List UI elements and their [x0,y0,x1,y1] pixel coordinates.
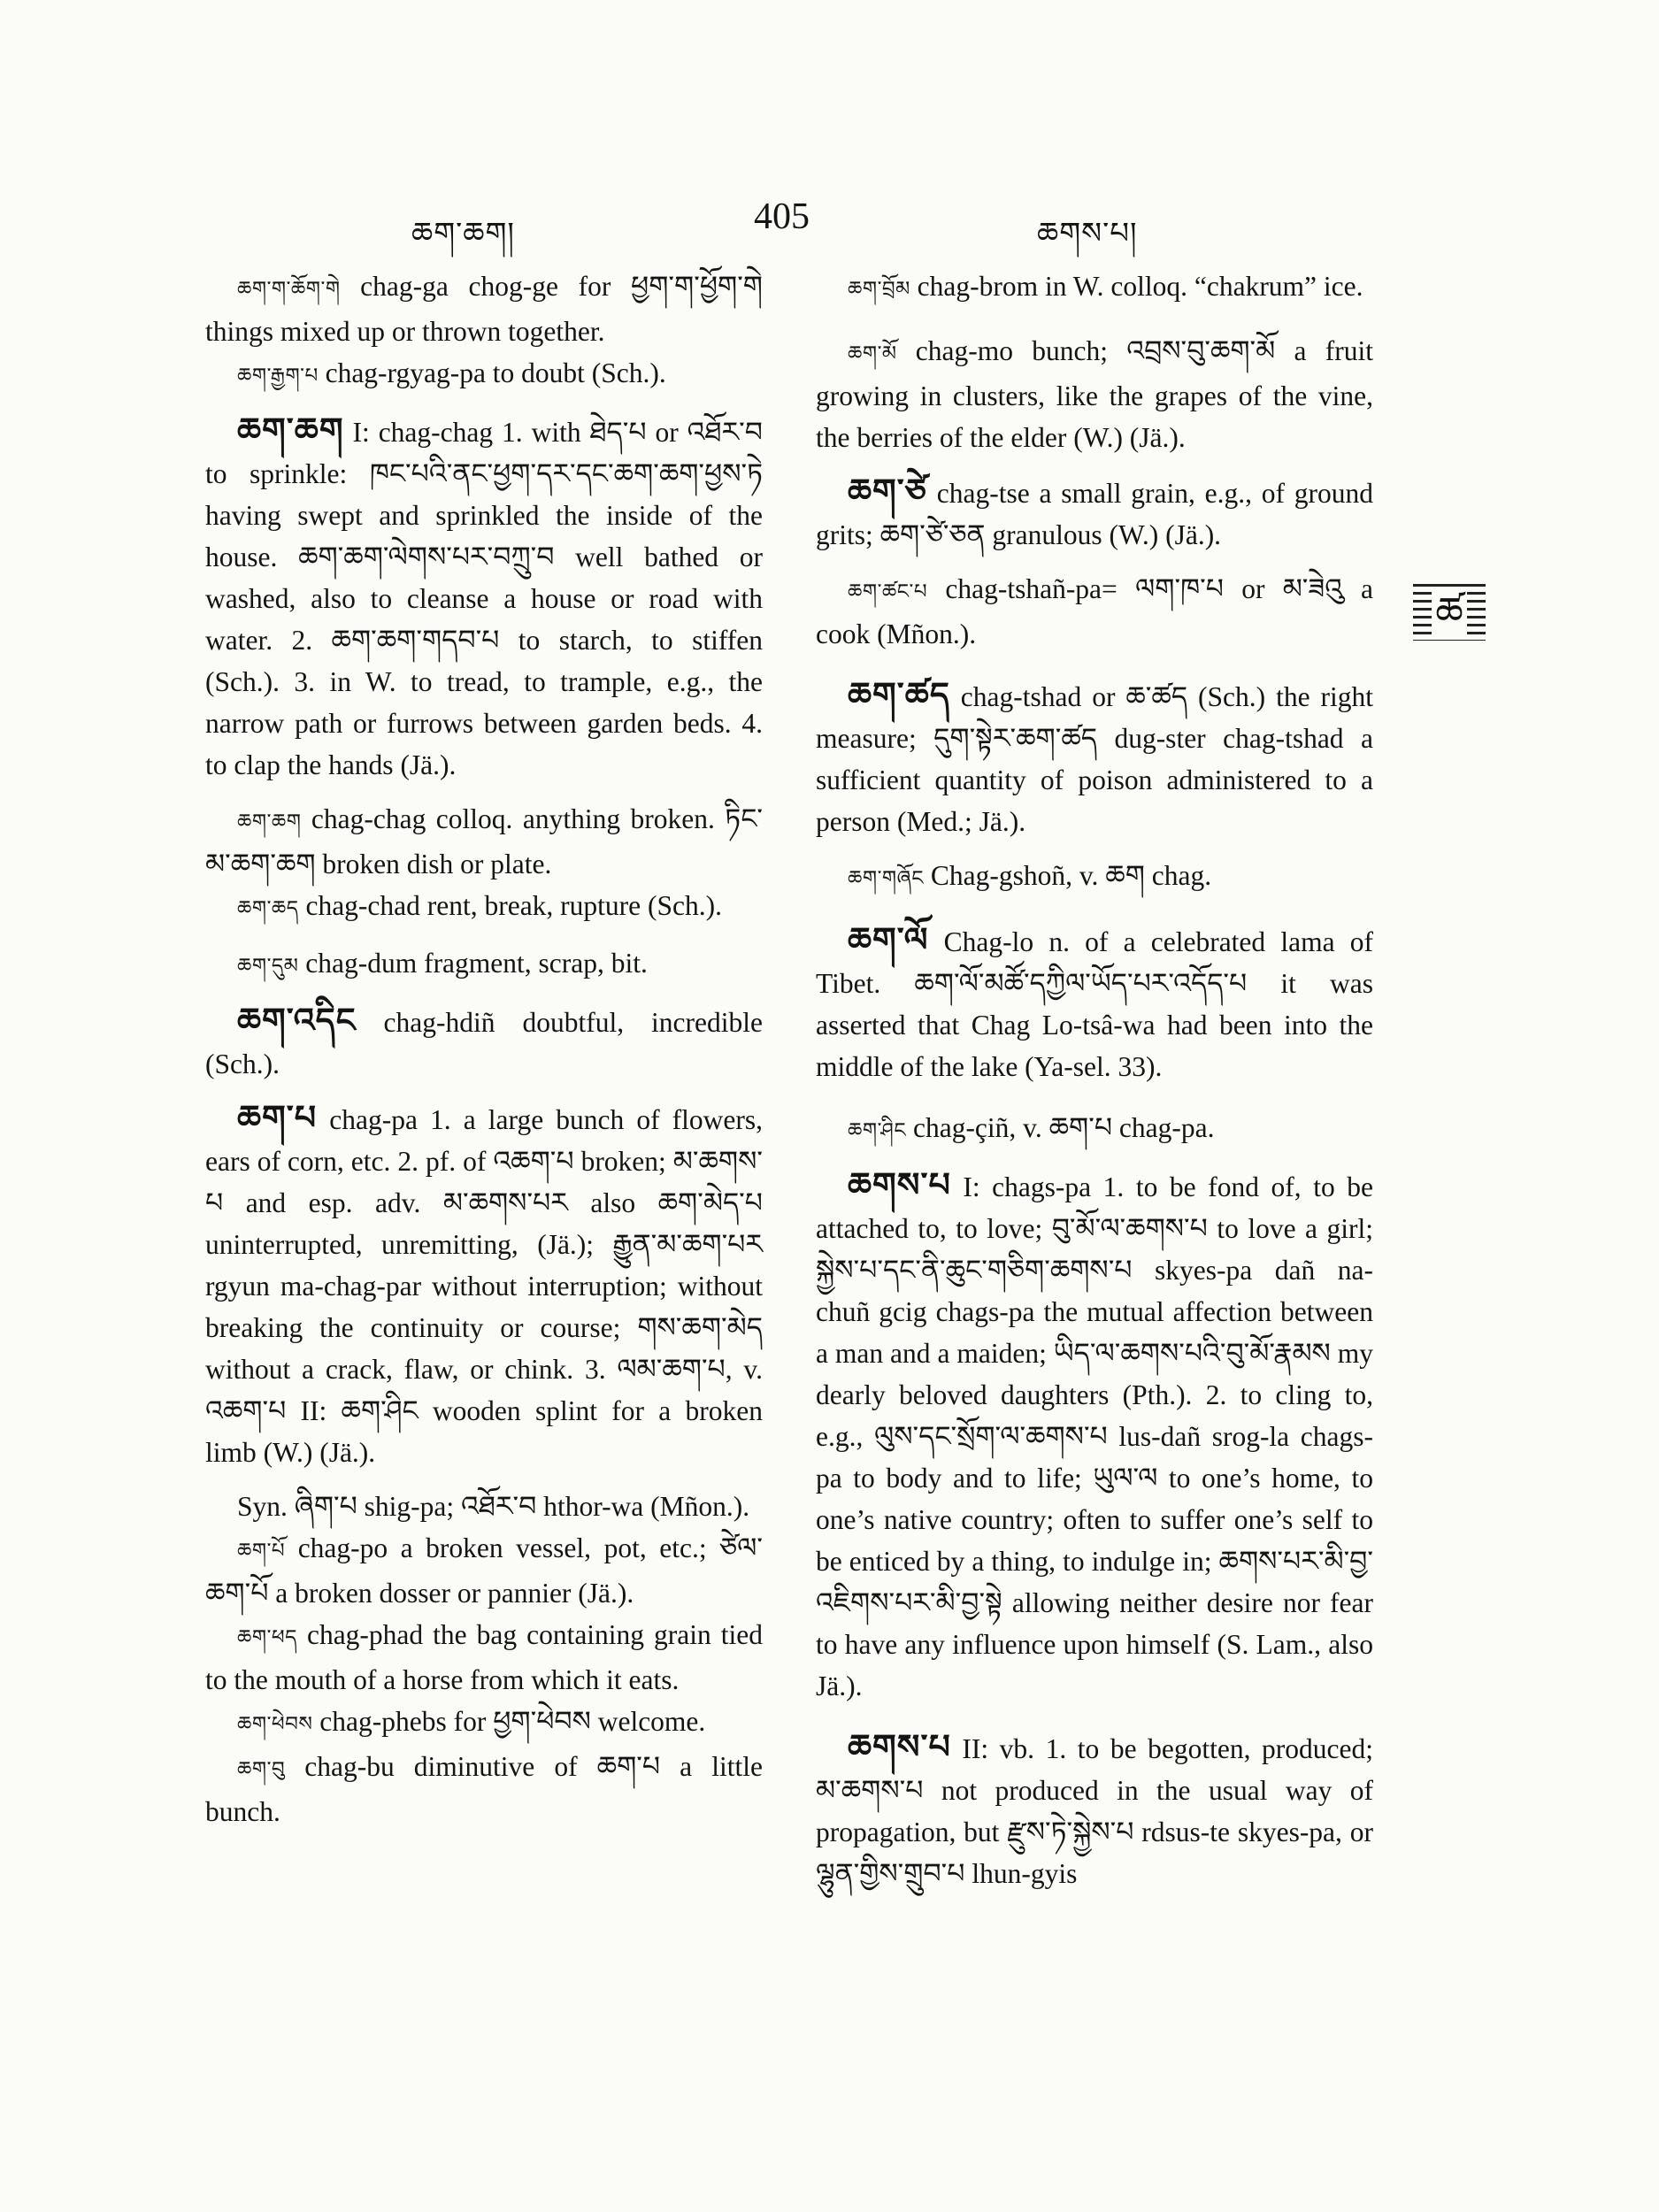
dictionary-entry [816,471,1373,556]
dictionary-entry [205,1614,763,1701]
entry-definition: II: vb. 1. to be begotten, produced; མ་ཆགས་པ not produced in the usual way of propagation, but རྫུས་ཏེ་སྐྱེས་པ rdsus-te skyes-pa, or ལྷུན་གྱིས་གྲུབ་པ lhun-gyis [816,1733,1373,1889]
entry-headword: ཆག་རྒྱག་པ [237,365,319,388]
entry-definition: chag-phad the bag containing grain tied to the mouth of a horse from which it eats. [205,1619,763,1695]
entry-definition: chag-dum fragment, scrap, bit. [298,948,648,979]
entry-headword: ཆག་དུམ [237,955,299,978]
entry-headword: ཆག་ཙེ [848,472,927,511]
entry-headword: ཆགས་པ [848,1727,951,1766]
entry-definition: chag-tse a small grain, e.g., of ground grits; ཆག་ཙེ་ཅན granulous (W.) (Jä.). [816,478,1373,550]
dictionary-entry [205,942,763,987]
entry-definition: chag-po a broken vessel, pot, etc.; ཙེལ་ཆག་པོ a broken dosser or pannier (Jä.). [205,1532,763,1609]
entry-headword: ཆགས་པ [848,1165,951,1204]
entry-headword: ཆག་པོ [237,1540,286,1563]
thumb-index-glyph: ཚ [1432,589,1466,634]
entry-definition: chag-hdiñ doubtful, incredible (Sch.). [205,1007,763,1079]
dictionary-entry [205,352,763,397]
header-left-guide-word: ཆག་ཆག། [411,216,515,251]
entry-headword: ཆག་ཚང་པ [848,580,928,603]
dictionary-entry [205,1097,763,1473]
entry-headword: ཆག་ཕེབས [237,1713,313,1736]
entry-headword: ཆག་བུ [237,1758,286,1781]
entry-headword: ཆག་ཕད [237,1626,297,1649]
entry-headword: ཆག་མོ [848,342,897,365]
dictionary-entry [816,855,1373,900]
left-column [205,265,763,1832]
entry-definition: chag-tshad or ཆ་ཚད (Sch.) the right measure; དུག་སྟེར་ཆག་ཚད dug-ster chag-tshad a sufficient quantity of poison administered to a person (Med.; Jä.). [816,681,1373,837]
dictionary-entry [816,568,1373,655]
dictionary-entry [205,410,763,786]
entry-definition: chag-pa 1. a large bunch of flowers, ears of corn, etc. 2. pf. of འཆག་པ broken; མ་ཆགས་པ and esp. adv. མ་ཆགས་པར also ཆག་མེད་པ uninterrupted, unremitting, (Jä.); རྒྱུན་མ་ཆག་པར rgyun ma-chag-par without interruption; without breaking the continuity or course; གས་ཆག་མེད without a crack, flaw, or chink. 3. ལམ་ཆག་པ, v. འཆག་པ II: ཆག་ཤིང wooden splint for a broken limb (W.) (Jä.). [205,1104,763,1468]
entry-definition: chag-çiñ, v. ཆག་པ chag-pa. [906,1112,1215,1143]
dictionary-entry [816,330,1373,458]
entry-headword: ཆག་འདིང [237,1001,357,1040]
dictionary-entry [205,885,763,930]
entry-definition: chag-chag colloq. anything broken. ཏིང་མ་ཆག་ཆག broken dish or plate. [205,803,763,879]
dictionary-entry [205,265,763,352]
page-number: 405 [754,196,810,237]
dictionary-entry [205,1527,763,1614]
entry-definition: chag-ga chog-ge for ཕྱག་ག་ཕྱོག་གེ things mixed up or thrown together. [205,271,763,347]
entry-headword: ཆག་ཤིང [848,1119,907,1142]
entry-headword: ཆག་ཆག [237,411,344,449]
entry-headword: ཆག་གཞོང [848,867,924,890]
entry-definition: Syn. ཞིག་པ shig-pa; འཐོར་བ hthor-wa (Mñon.). [237,1491,750,1522]
entry-definition: I: chags-pa 1. to be fond of, to be attached to, to love; བུ་མོ་ལ་ཆགས་པ to love a girl; སྐྱེས་པ་དང་ནི་ཆུང་གཅིག་ཆགས་པ skyes-pa dañ na-chuñ gcig chags-pa the mutual affection between a man and a maiden; ཡིད་ལ་ཆགས་པའི་བུ་མོ་རྣམས my dearly beloved daughters (Pth.). 2. to cling to, e.g., ལུས་དང་སྲོག་ལ་ཆགས་པ lus-dañ srog-la chags-pa to body and to life; ཡུལ་ལ to one’s home, to one’s native country; often to suffer one’s self to be enticed by a thing, to indulge in; ཆགས་པར་མི་བྱ་འཇིགས་པར་མི་བྱ་སྟེ allowing neither desire nor fear to have any influence upon himself (S. Lam., also Jä.). [816,1171,1373,1701]
dictionary-entry [816,919,1373,1087]
entry-headword: ཆག་ག་ཆོག་གེ [237,278,341,301]
header-right-guide-word: ཆགས་པ། [1037,216,1138,251]
dictionary-entry [816,674,1373,842]
entry-headword: ཆག་ཚད [848,675,950,714]
entry-definition: chag-brom in W. colloq. “chakrum” ice. [910,271,1363,302]
entry-definition: chag-mo bunch; འབྲས་བུ་ཆག་མོ a fruit growing in clusters, like the grapes of the vine, the berries of the elder (W.) (Jä.). [816,335,1373,453]
entry-definition: Chag-lo n. of a celebrated lama of Tibet. ཆག་ལོ་མཚོ་དཀྱིལ་ཡོད་པར་འདོད་པ it was asserted that Chag Lo-tsâ-wa had been into the middle of the lake (Ya-sel. 33). [816,926,1373,1082]
entry-headword: ཆག་ཆད [237,897,299,920]
running-header [0,196,1659,252]
entry-definition: chag-tshañ-pa= ལག་ཁ་པ or མ་ཟེའུ a cook (Mñon.). [816,573,1373,649]
entry-headword: ཆག་ཆག [237,810,302,833]
dictionary-entry [205,1746,763,1832]
entry-headword: ཆག་ལོ [848,920,929,959]
dictionary-entry [816,265,1373,311]
dictionary-entry [205,1486,763,1527]
dictionary-entry [205,798,763,885]
dictionary-entry [816,1107,1373,1152]
dictionary-entry [205,1701,763,1746]
entry-definition: chag-bu diminutive of ཆག་པ a little bunch. [205,1751,763,1827]
entry-definition: chag-rgyag-pa to doubt (Sch.). [318,357,666,388]
entry-definition: chag-phebs for ཕྱག་ཕེབས welcome. [312,1706,706,1737]
entry-definition: I: chag-chag 1. with ཐེད་པ or འཐོར་བ to sprinkle: ཁང་པའི་ནང་ཕྱག་དར་དང་ཆག་ཆག་ཕྱས་ཏེ having swept and sprinkled the inside of the house. ཆག་ཆག་ལེགས་པར་བཀྲུ་བ well bathed or washed, also to cleanse a house or road with water. 2. ཆག་ཆག་གདབ་པ to starch, to stiffen (Sch.). 3. in W. to tread, to trample, e.g., the narrow path or furrows between garden beds. 4. to clap the hands (Jä.). [205,417,763,780]
entry-definition: chag-chad rent, break, rupture (Sch.). [298,890,722,921]
dictionary-entry [205,1000,763,1085]
thumb-index-tab [1413,584,1486,641]
entry-headword: ཆག་པ [237,1098,318,1137]
right-column [816,265,1373,1894]
dictionary-entry [816,1726,1373,1894]
entry-headword: ཆག་བྲོམ [848,278,910,301]
entry-definition: Chag-gshoñ, v. ཆག chag. [923,860,1212,891]
dictionary-entry [816,1164,1373,1707]
